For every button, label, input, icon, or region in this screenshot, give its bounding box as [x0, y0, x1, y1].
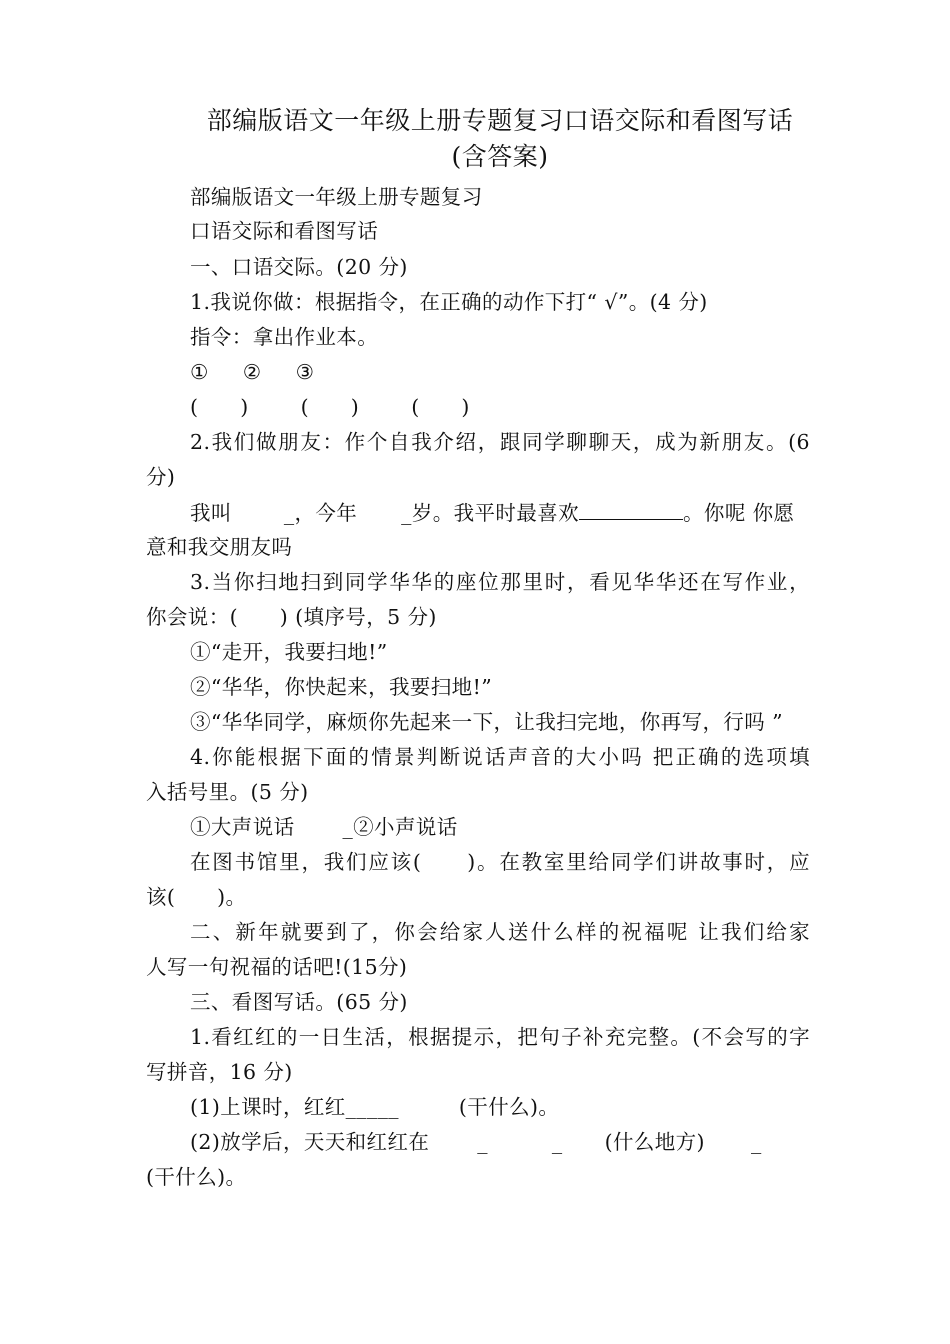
item-1-text: (1)上课时，红红_____	[190, 1095, 399, 1119]
question-4-line1: 4.你能根据下面的情景判断说话声音的大小吗 把正确的选项填	[190, 745, 810, 769]
section-3-item-1	[190, 1092, 810, 1122]
fill-text-hobby: _岁。我平时最喜欢	[401, 501, 580, 525]
question-4-line3: 在图书馆里，我们应该( )。在教室里给同学们讲故事时，应	[190, 850, 810, 874]
document-title-line2: (含答案)	[451, 142, 549, 171]
section-3-item-2-line2: (干什么)。	[146, 1165, 247, 1189]
option-2-marker: ②	[242, 360, 262, 384]
fill-text-age: _，今年	[283, 501, 358, 525]
section-3-question-1-line1: 1.看红红的一日生活，根据提示，把句子补充完整。(不会写的字	[190, 1025, 810, 1049]
question-1: 1.我说你做：根据指令，在正确的动作下打“ √”。(4 分)	[190, 290, 708, 314]
question-2-fill-line1	[190, 497, 810, 528]
fill-text-name: 我叫	[190, 501, 232, 525]
section-2-line2: 人写一句祝福的话吧!(15分)	[146, 955, 408, 979]
item-2-text: (2)放学后，天天和红红在	[190, 1130, 430, 1154]
fill-text-ask: 。你呢 你愿	[683, 501, 795, 525]
section-3-item-2	[190, 1127, 810, 1157]
question-4-line4: 该( )。	[146, 885, 247, 909]
item-2-blank-3: _	[750, 1130, 762, 1154]
option-loud: ①大声说话	[190, 815, 295, 839]
question-2-line2: 分)	[146, 465, 176, 489]
question-3-option-1: ①“走开，我要扫地!”	[190, 640, 388, 664]
question-4-options	[190, 812, 810, 842]
question-1-answer-brackets	[190, 392, 810, 422]
section-3-question-1-line2: 写拼音，16 分)	[146, 1060, 293, 1084]
answer-bracket-1: ( )	[190, 395, 249, 419]
section-3-heading: 三、看图写话。(65 分)	[190, 990, 408, 1014]
subtitle-grade: 部编版语文一年级上册专题复习	[190, 185, 483, 209]
item-2-blank-1: _	[477, 1130, 488, 1154]
question-3-line2: 你会说：( ) (填序号，5 分)	[146, 605, 437, 629]
subtitle-topic: 口语交际和看图写话	[190, 219, 379, 243]
answer-bracket-2: ( )	[300, 395, 360, 419]
hobby-blank[interactable]	[579, 497, 683, 520]
question-3-line1: 3.当你扫地扫到同学华华的座位那里时，看见华华还在写作业，	[190, 570, 810, 594]
item-2-blank-2: _	[551, 1130, 563, 1154]
answer-bracket-3: ( )	[411, 395, 470, 419]
question-3-option-2: ②“华华，你快起来，我要扫地!”	[190, 675, 493, 699]
option-3-marker: ③	[295, 360, 315, 384]
item-1-hint: (干什么)。	[458, 1095, 560, 1119]
option-1-marker: ①	[190, 360, 209, 384]
question-1-options	[190, 357, 810, 387]
question-4-line2: 入括号里。(5 分)	[146, 780, 309, 804]
question-2-line1: 2.我们做朋友：作个自我介绍，跟同学聊聊天，成为新朋友。(6	[190, 430, 810, 454]
question-3-option-3: ③“华华同学，麻烦你先起来一下，让我扫完地，你再写，行吗 ”	[190, 710, 783, 734]
section-2-line1: 二、新年就要到了，你会给家人送什么样的祝福呢 让我们给家	[190, 920, 810, 944]
document-title-line1: 部编版语文一年级上册专题复习口语交际和看图写话	[206, 106, 794, 135]
question-2-fill-line2: 意和我交朋友吗	[146, 535, 293, 559]
question-1-instruction: 指令：拿出作业本。	[190, 325, 379, 349]
section-1-heading: 一、口语交际。(20 分)	[190, 255, 408, 279]
option-quiet: _②小声说话	[342, 815, 458, 839]
item-2-hint-place: (什么地方)	[604, 1130, 705, 1154]
